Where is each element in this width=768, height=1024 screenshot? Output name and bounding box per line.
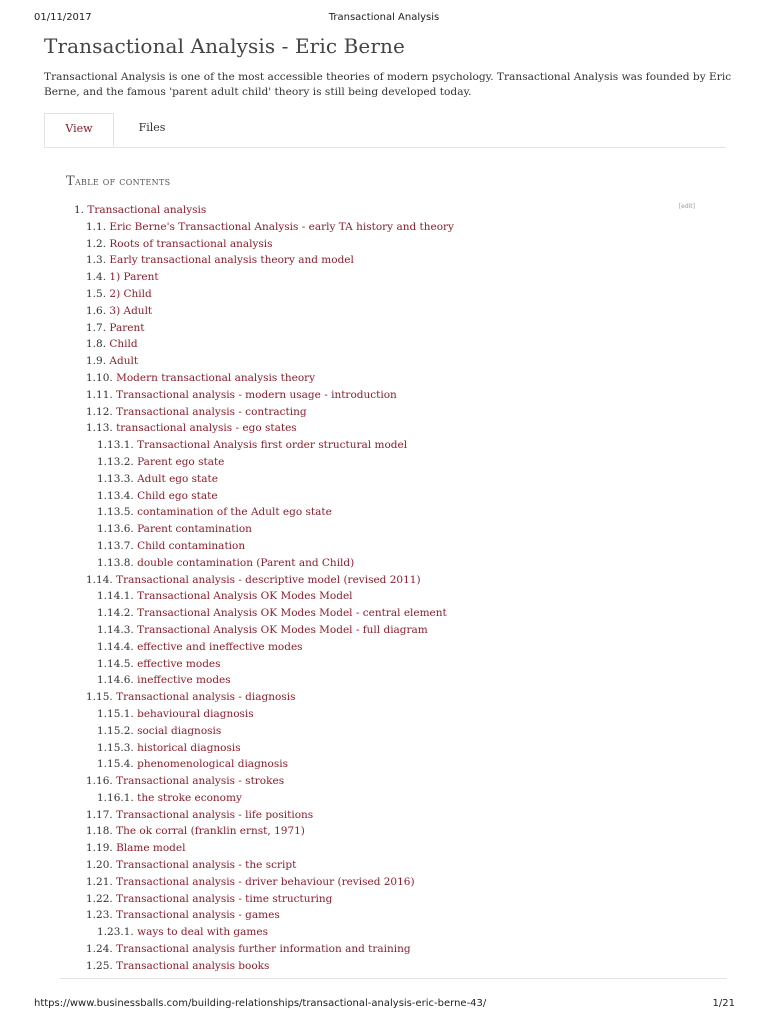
toc-item [60,656,680,673]
toc-item-number: 1.22. [86,892,113,905]
toc-item-link[interactable]: Transactional analysis - modern usage - introduction [116,388,397,401]
toc-item-link[interactable]: Transactional Analysis first order structural model [137,439,408,452]
toc-item-number: 1.3. [86,254,107,267]
toc-item-link[interactable]: phenomenological diagnosis [137,758,289,771]
toc-item [60,891,680,908]
toc-item [60,353,680,370]
toc-item-link[interactable]: Parent [109,321,145,334]
toc-item-link[interactable]: Transactional analysis further information and training [116,943,411,956]
tab-view[interactable]: View [44,113,114,147]
toc-item-link[interactable]: Parent ego state [137,455,225,468]
toc-item [60,303,680,320]
print-url: https://www.businessballs.com/building-relationships/transactional-analysis-eric-berne-43/ [34,998,487,1009]
toc-item [60,471,680,488]
toc-item-number: 1.16. [86,775,113,788]
toc-item-link[interactable]: 1) Parent [109,271,159,284]
toc-item-link[interactable]: the stroke economy [137,791,242,804]
toc-item-number: 1.14.2. [97,607,134,620]
intro-paragraph: Transactional Analysis is one of the most accessible theories of modern psychology. Transactional Analysis was founded by Eric Berne, and the famous 'parent adult child' theory is still being developed today. [44,71,732,98]
print-title: Transactional Analysis [328,12,440,23]
toc-item [60,504,680,521]
toc-item [60,773,680,790]
toc-item [60,823,680,840]
toc-item-link[interactable]: Child contamination [137,539,246,552]
toc-item-link[interactable]: Transactional Analysis OK Modes Model - full diagram [137,623,428,636]
page-number: 1/21 [712,998,735,1009]
toc-item [60,874,680,891]
toc-item-number: 1.13.8. [97,556,134,569]
toc-item-link[interactable]: Blame model [116,842,186,855]
toc-item-number: 1.14.1. [97,590,134,603]
toc-item [60,236,680,253]
toc-item-number: 1.25. [86,959,113,972]
toc-item-link[interactable]: Early transactional analysis theory and model [109,254,354,267]
toc-item-link[interactable]: 2) Child [109,287,152,300]
toc-item-link[interactable]: Eric Berne's Transactional Analysis - early TA history and theory [109,220,454,233]
toc-item [60,488,680,505]
toc-item-number: 1.20. [86,859,113,872]
toc-item [60,387,680,404]
toc-item [60,538,680,555]
toc-item [60,605,680,622]
toc-item [60,336,680,353]
toc-item-link[interactable]: Parent contamination [137,523,252,536]
toc-item-link[interactable]: Transactional analysis - the script [116,859,297,872]
toc-item-link[interactable]: ineffective modes [137,674,231,687]
toc-item [60,639,680,656]
toc-item-number: 1.1. [86,220,107,233]
toc-item [60,572,680,589]
toc-item [60,807,680,824]
toc-item-number: 1.5. [86,287,107,300]
toc-item-link[interactable]: Adult [109,355,139,368]
toc-title: Table of contents [66,174,171,189]
toc-item [60,723,680,740]
toc-item-link[interactable]: Transactional analysis - descriptive model (revised 2011) [116,573,421,586]
toc-item-number: 1.21. [86,875,113,888]
toc-item-number: 1.9. [86,355,107,368]
toc-item [60,622,680,639]
toc-item [60,286,680,303]
toc-item-number: 1.14. [86,573,113,586]
toc-item-number: 1.14.4. [97,640,134,653]
toc-item-number: 1.13.5. [97,506,134,519]
toc-item-link[interactable]: Transactional analysis books [116,959,270,972]
toc-item-link[interactable]: Transactional analysis - life positions [116,808,314,821]
toc-item-number: 1.15.1. [97,707,134,720]
table-of-contents [60,162,727,979]
toc-item-link[interactable]: effective modes [137,657,221,670]
toc-item-number: 1.8. [86,338,107,351]
toc-item-link[interactable]: behavioural diagnosis [137,707,254,720]
toc-item [60,404,680,421]
toc-item-number: 1.15.4. [97,758,134,771]
toc-item-link[interactable]: Modern transactional analysis theory [116,371,316,384]
tab-files[interactable]: Files [138,121,166,134]
toc-item-link[interactable]: Transactional analysis - driver behaviour (revised 2016) [116,875,415,888]
page-title: Transactional Analysis - Eric Berne [44,34,405,58]
toc-item-link[interactable]: double contamination (Parent and Child) [137,556,355,569]
toc-item [60,706,680,723]
toc-item-number: 1.13.4. [97,489,134,502]
toc-item [60,689,680,706]
toc-item-number: 1.14.6. [97,674,134,687]
toc-item [60,269,680,286]
toc-item [60,454,680,471]
toc-item [60,555,680,572]
toc-item-link[interactable]: Roots of transactional analysis [109,237,273,250]
toc-item-number: 1.17. [86,808,113,821]
toc-item [60,756,680,773]
toc-item-number: 1.10. [86,371,113,384]
toc-item-link[interactable]: ways to deal with games [137,926,268,939]
toc-item-number: 1.18. [86,825,113,838]
toc-item [60,320,680,337]
toc-item [60,790,680,807]
print-footer [0,998,768,1012]
toc-item-link[interactable]: Transactional analysis - diagnosis [116,691,296,704]
toc-item [60,840,680,857]
toc-item [60,420,680,437]
toc-item-number: 1.15.2. [97,724,134,737]
toc-item-number: 1.14.3. [97,623,134,636]
toc-item-link[interactable]: Transactional analysis - strokes [116,775,285,788]
toc-item [60,219,680,236]
toc-list [60,202,680,975]
toc-item-link[interactable]: 3) Adult [109,304,153,317]
toc-item-link[interactable]: Transactional analysis - contracting [116,405,307,418]
toc-item-number: 1.23. [86,909,113,922]
toc-item [60,202,680,219]
toc-item-number: 1.15. [86,691,113,704]
toc-item-number: 1.13.6. [97,523,134,536]
toc-item-number: 1.7. [86,321,107,334]
toc-item-number: 1.6. [86,304,107,317]
toc-item-number: 1.11. [86,388,113,401]
toc-item-link[interactable]: contamination of the Adult ego state [137,506,332,519]
toc-item-number: 1.4. [86,271,107,284]
toc-item-link[interactable]: Child ego state [137,489,218,502]
toc-item [60,437,680,454]
toc-item-link[interactable]: Adult ego state [137,472,218,485]
toc-item-link[interactable]: The ok corral (franklin ernst, 1971) [116,825,305,838]
toc-item-number: 1.12. [86,405,113,418]
toc-item-number: 1.2. [86,237,107,250]
toc-item-number: 1.13.7. [97,539,134,552]
toc-item-link[interactable]: Transactional analysis - time structuring [116,892,333,905]
toc-item [60,924,680,941]
toc-item-link[interactable]: effective and ineffective modes [137,640,303,653]
toc-item-number: 1.13. [86,422,113,435]
toc-item [60,672,680,689]
toc-item [60,907,680,924]
edit-link[interactable]: [edit] [678,203,695,210]
toc-item-link[interactable]: Transactional analysis - games [116,909,280,922]
toc-item-link[interactable]: historical diagnosis [137,741,241,754]
toc-item [60,370,680,387]
toc-item [60,740,680,757]
toc-item [60,857,680,874]
print-header [0,12,768,26]
toc-item-number: 1.19. [86,842,113,855]
toc-item-number: 1.24. [86,943,113,956]
tab-bar [44,113,726,148]
toc-item-number: 1.23.1. [97,926,134,939]
toc-item-number: 1.13.2. [97,455,134,468]
toc-item-link[interactable]: transactional analysis - ego states [116,422,297,435]
toc-item [60,958,680,975]
toc-item-number: 1.16.1. [97,791,134,804]
toc-item-number: 1. [74,204,85,216]
toc-item-link[interactable]: Transactional analysis [87,204,207,216]
toc-item-number: 1.13.1. [97,439,134,452]
toc-item [60,252,680,269]
toc-item-number: 1.15.3. [97,741,134,754]
toc-item-link[interactable]: Transactional Analysis OK Modes Model [137,590,353,603]
toc-item-number: 1.14.5. [97,657,134,670]
toc-item [60,588,680,605]
toc-item [60,521,680,538]
print-date: 01/11/2017 [34,12,92,23]
toc-item-link[interactable]: social diagnosis [137,724,222,737]
toc-item-link[interactable]: Child [109,338,138,351]
toc-item-number: 1.13.3. [97,472,134,485]
toc-item-link[interactable]: Transactional Analysis OK Modes Model - central element [137,607,447,620]
toc-item [60,941,680,958]
